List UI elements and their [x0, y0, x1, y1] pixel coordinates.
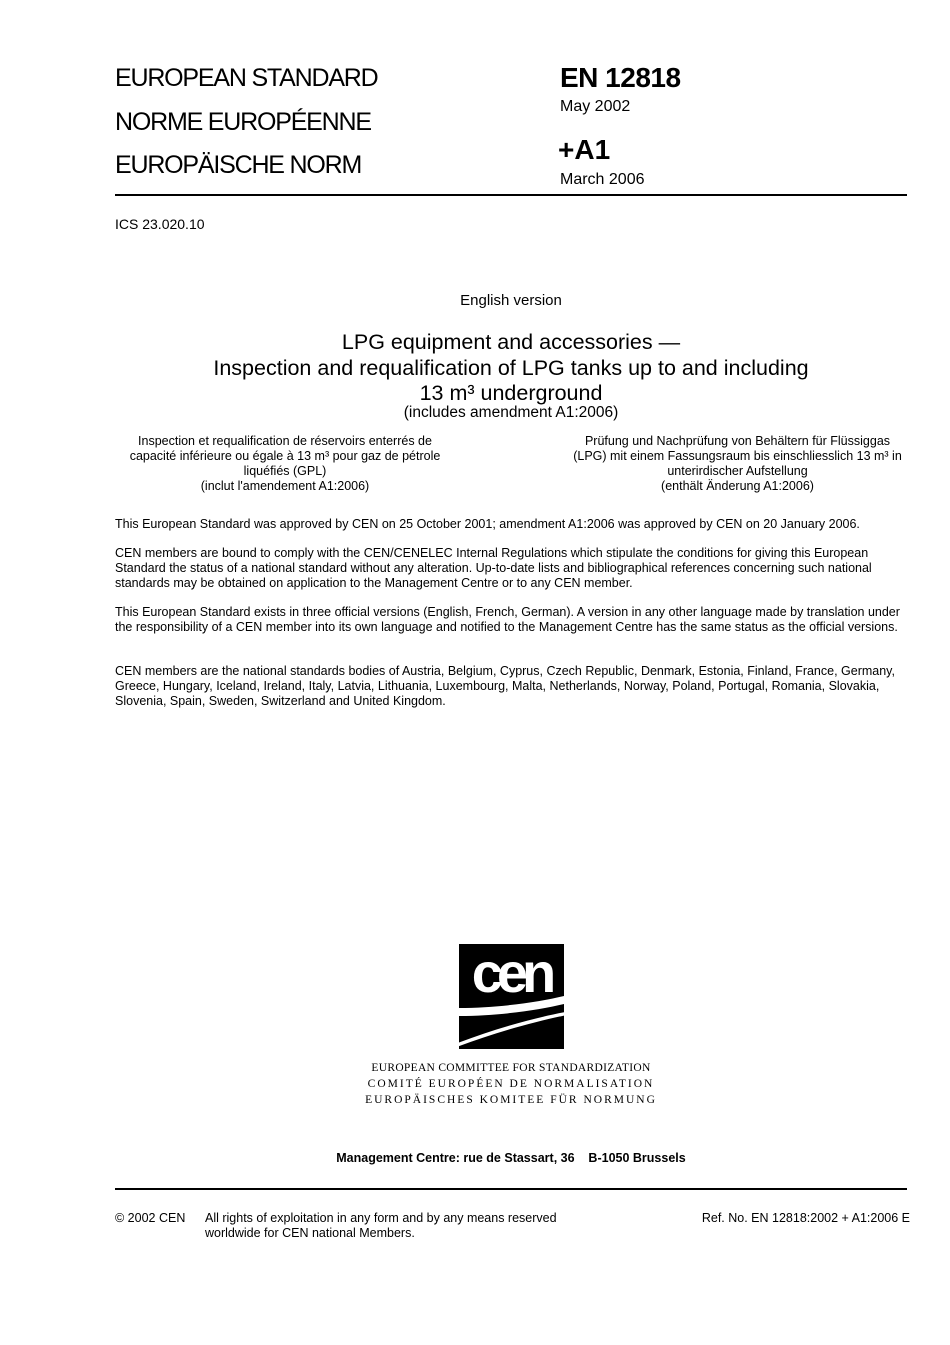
french-title-line: liquéfiés (GPL)	[243, 464, 327, 478]
document-title	[115, 330, 907, 407]
reference-number: Ref. No. EN 12818:2002 + A1:2006 E	[701, 1211, 910, 1225]
header-divider	[115, 194, 907, 196]
cen-logo-graphic	[459, 944, 564, 1049]
french-title-line: Inspection et requalification de réservoirs enterrés de	[138, 434, 432, 448]
rights-statement	[205, 1211, 625, 1241]
standard-name-german: EUROPÄISCHE NORM	[115, 151, 362, 179]
amendment-date: March 2006	[560, 171, 645, 188]
committee-name-english: EUROPEAN COMMITTEE FOR STANDARDIZATION	[371, 1062, 651, 1074]
committee-name-french: COMITÉ EUROPÉEN DE NORMALISATION	[367, 1078, 655, 1090]
cen-logo-text: cen	[471, 944, 551, 1004]
standard-number: EN 12818	[560, 62, 681, 93]
german-title	[560, 434, 915, 494]
french-title-line: (inclut l'amendement A1:2006)	[200, 479, 370, 493]
french-title	[115, 434, 455, 494]
management-centre-address: Management Centre: rue de Stassart, 36 B-1050 Brussels	[336, 1151, 686, 1165]
ics-code: ICS 23.020.10	[115, 216, 205, 232]
committee-name-german: EUROPÄISCHES KOMITEE FÜR NORMUNG	[365, 1094, 657, 1106]
versions-paragraph: This European Standard exists in three official versions (English, French, German). A version in any other language made by translation under the responsibility of a CEN member into its own language and notified to the Management Centre has the same status as the official versions.	[115, 605, 900, 634]
regulations-paragraph: CEN members are bound to comply with the CEN/CENELEC Internal Regulations which stipulate the conditions for giving this European Standard the status of a national standard without any alteration. Up-to-date lists and bibliographical references concerning such national standards may be obtained on application to the Management Centre or to any CEN member.	[115, 546, 872, 590]
german-title-line: (LPG) mit einem Fassungsraum bis einschliesslich 13 m³ in	[573, 449, 902, 463]
standard-name-english: EUROPEAN STANDARD	[115, 64, 378, 92]
german-title-line: unterirdischer Aufstellung	[667, 464, 808, 478]
standard-date: May 2002	[560, 98, 631, 115]
approval-paragraph: This European Standard was approved by CEN on 25 October 2001; amendment A1:2006 was approved by CEN on 20 January 2006.	[115, 517, 860, 531]
standard-name-french: NORME EUROPÉENNE	[115, 108, 371, 136]
rights-line: All rights of exploitation in any form and by any means reserved	[205, 1211, 557, 1225]
german-title-line: (enthält Änderung A1:2006)	[661, 479, 814, 493]
title-line: LPG equipment and accessories —	[341, 330, 681, 354]
french-title-line: capacité inférieure ou égale à 13 m³ pour gaz de pétrole	[129, 449, 441, 463]
footer-divider	[115, 1188, 907, 1190]
amendment-note: (includes amendment A1:2006)	[403, 404, 619, 421]
title-line: Inspection and requalification of LPG tanks up to and including	[213, 355, 809, 380]
amendment-label: +A1	[558, 134, 611, 165]
rights-line: worldwide for CEN national Members.	[205, 1226, 415, 1240]
title-line: 13 m³ underground	[419, 381, 603, 405]
german-title-line: Prüfung und Nachprüfung von Behältern für Flüssiggas	[584, 434, 891, 448]
copyright: © 2002 CEN	[115, 1211, 186, 1225]
version-label: English version	[460, 292, 562, 309]
cen-logo	[459, 944, 564, 1049]
members-paragraph: CEN members are the national standards bodies of Austria, Belgium, Cyprus, Czech Republic, Denmark, Estonia, Finland, France, Germany, Greece, Hungary, Iceland, Ireland, Italy, Latvia, Lithuania, Luxembourg, Malta, Netherlands, Norway, Poland, Portugal, Romania, Slovakia, Slovenia, Spain, Sweden, Switzerland and United Kingdom.	[115, 664, 895, 708]
